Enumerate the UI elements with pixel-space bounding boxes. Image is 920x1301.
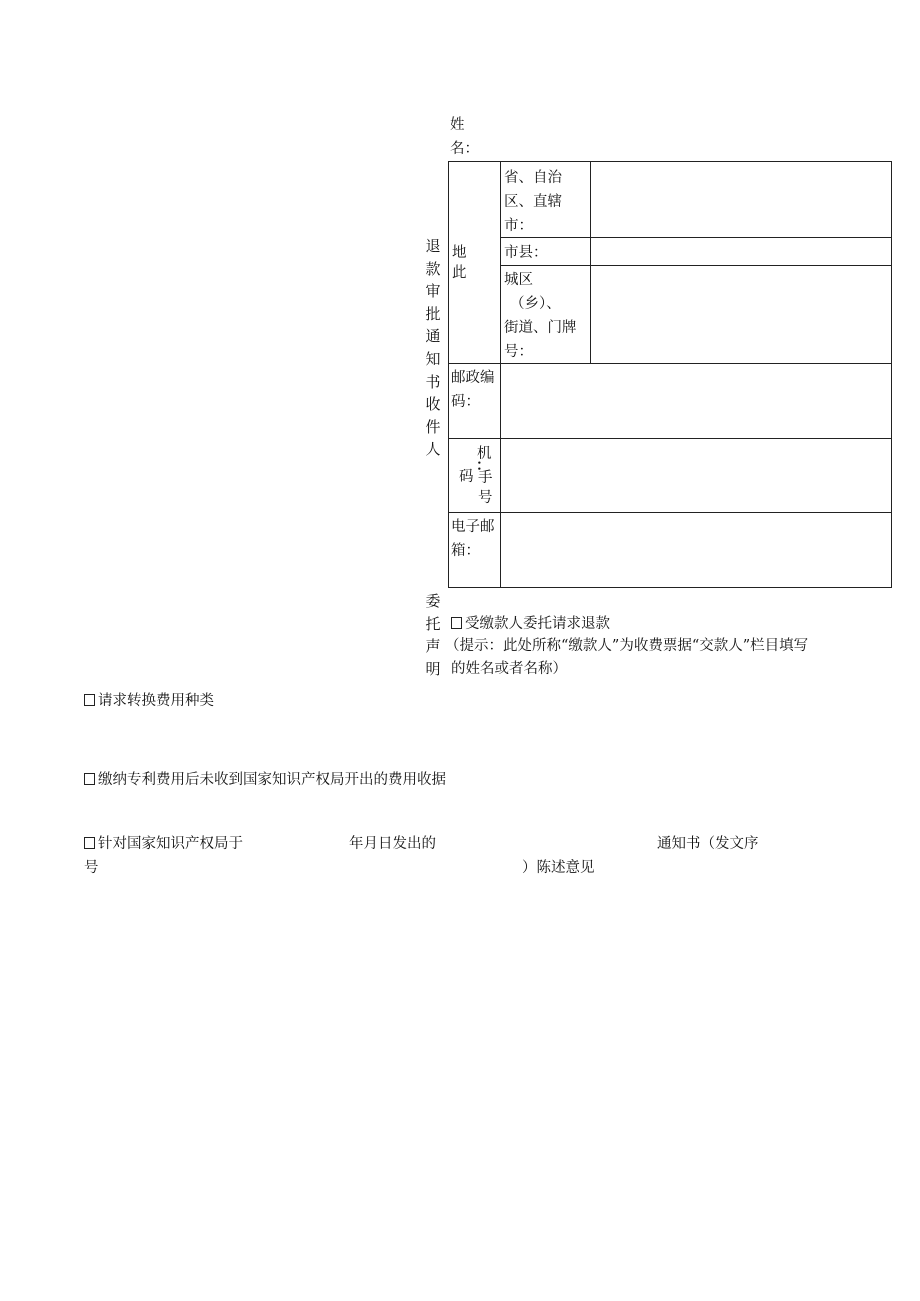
address-label-char: 此 (452, 265, 467, 281)
recipient-label-char: 书 (425, 372, 441, 391)
table-divider-row5 (448, 512, 892, 513)
street-input[interactable] (592, 267, 890, 362)
phone-label (450, 440, 500, 512)
recipient-section-label (423, 235, 443, 461)
recipient-label-char: 批 (425, 304, 441, 323)
recipient-label-char: 审 (425, 282, 441, 301)
entrust-label-char: 托 (425, 614, 441, 633)
city-label: 市县： (504, 245, 548, 261)
table-divider-row2 (500, 265, 892, 266)
recipient-label-char: 人 (425, 440, 441, 459)
name-label-line: 姓 (450, 117, 465, 133)
entrust-option[interactable] (451, 612, 610, 636)
entrust-section-label (423, 590, 443, 680)
entrust-checkbox[interactable] (451, 617, 462, 629)
name-label-line: 名： (450, 141, 479, 157)
no-receipt-checkbox[interactable] (84, 773, 95, 785)
table-border-left (448, 161, 449, 588)
table-divider-row4 (448, 438, 892, 439)
province-label-line: 省、自治 (504, 170, 562, 186)
street-label (504, 268, 577, 364)
city-input[interactable] (592, 239, 890, 264)
phone-label-part: 号 (478, 490, 493, 506)
entrust-label-char: 声 (425, 637, 441, 656)
recipient-label-char: 件 (425, 417, 441, 436)
opinion-label-part1: 针对国家知识产权局于 (98, 836, 243, 852)
table-border-bottom (448, 587, 892, 588)
convert-fee-checkbox[interactable] (84, 694, 95, 706)
entrust-hint-line1: （提示：此处所称“缴款人”为收费票据“交款人”栏目填写 (445, 638, 809, 654)
entrust-hint-line2: 的姓名或者名称） (451, 661, 567, 677)
address-label-char: 地 (452, 245, 467, 261)
opinion-label-part5: ）陈述意见 (522, 860, 595, 876)
phone-label-part: 机 (477, 446, 492, 462)
phone-label-part: ： (476, 457, 491, 474)
email-label-line: 箱： (451, 543, 480, 559)
no-receipt-label: 缴纳专利费用后未收到国家知识产权局开出的费用收据 (98, 772, 446, 788)
address-label (452, 243, 467, 283)
opinion-option[interactable] (84, 832, 243, 856)
table-divider-col1 (500, 161, 501, 364)
opinion-label-part3: 通知书（发文序 (657, 836, 759, 852)
convert-fee-option[interactable] (84, 689, 214, 713)
recipient-label-char: 退 (425, 237, 441, 255)
convert-fee-label: 请求转换费用种类 (98, 693, 214, 709)
phone-label-part: 码 (459, 469, 474, 485)
table-border-right (891, 161, 892, 588)
street-label-line: 号： (504, 344, 533, 360)
opinion-label-part4: 号 (84, 860, 99, 876)
province-label (504, 166, 562, 238)
province-label-line: 区、直辖 (504, 194, 562, 210)
street-label-line: （乡）、 (510, 296, 561, 312)
recipient-label-char: 通 (425, 327, 441, 346)
street-label-line: 城区 (504, 272, 533, 288)
postcode-label-line: 邮政编 (451, 370, 495, 386)
email-label (451, 515, 495, 563)
opinion-label-part2: 年月日发出的 (349, 836, 436, 852)
table-border-top (448, 161, 892, 162)
recipient-label-char: 收 (425, 395, 441, 414)
entrust-label-char: 委 (425, 592, 441, 610)
phone-input[interactable] (502, 440, 890, 511)
no-receipt-option[interactable] (84, 768, 446, 792)
recipient-label-char: 知 (425, 349, 441, 368)
table-divider-col-lower (500, 363, 501, 588)
email-label-line: 电子邮 (451, 519, 495, 535)
email-input[interactable] (502, 514, 890, 586)
province-label-line: 市： (504, 218, 533, 234)
postcode-input[interactable] (502, 365, 890, 437)
recipient-label-char: 款 (425, 259, 441, 278)
province-input[interactable] (592, 163, 890, 236)
postcode-label (451, 366, 495, 414)
entrust-label-char: 明 (425, 659, 441, 678)
phone-label-part: 手 (478, 470, 493, 486)
name-label (450, 113, 479, 161)
postcode-label-line: 码： (451, 394, 480, 410)
table-divider-col2 (590, 161, 591, 364)
street-label-line: 街道、门牌 (504, 320, 577, 336)
entrust-checkbox-label: 受缴款人委托请求退款 (465, 616, 610, 632)
opinion-checkbox[interactable] (84, 837, 95, 849)
